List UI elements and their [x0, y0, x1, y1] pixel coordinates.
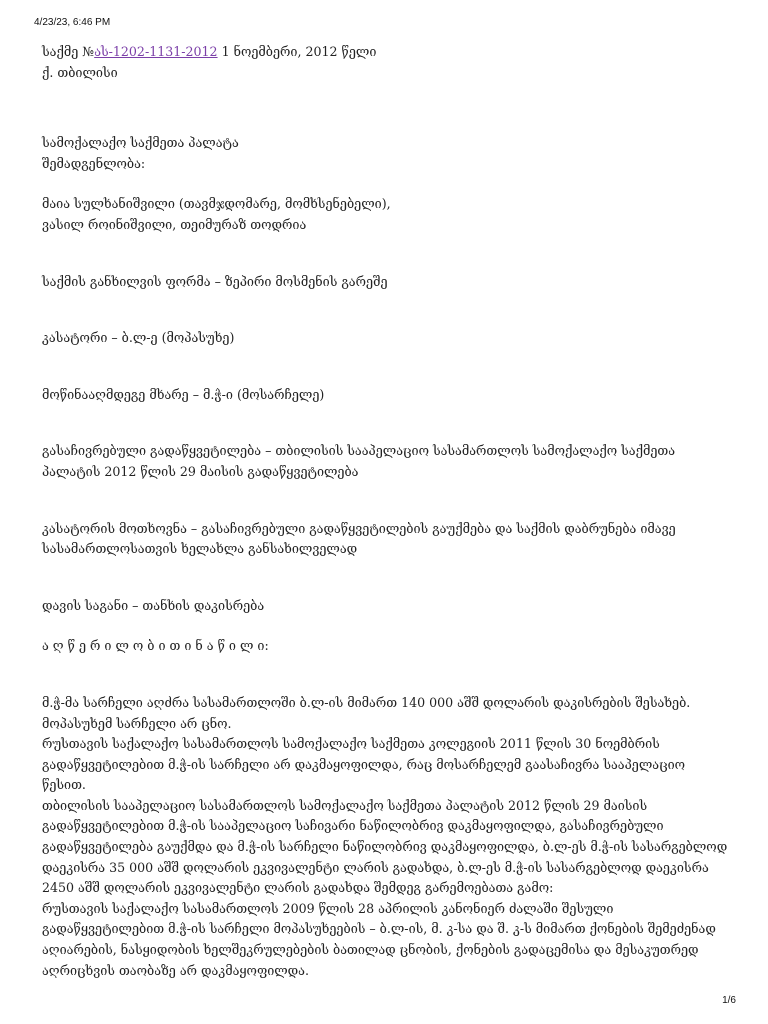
- dispute-subject: დავის საგანი – თანხის დაკისრება: [42, 597, 265, 613]
- opposing-party: მოწინააღმდეგე მხარე – მ.ჭ-ი (მოსარჩელე): [42, 386, 325, 402]
- review-form: საქმის განხილვის ფორმა – ზეპირი მოსმენის გარეშე: [42, 273, 388, 289]
- document-body: [42, 42, 732, 981]
- appealed-decision: გასაჩივრებული გადაწყვეტილება – თბილისის სააპელაციო სასამართლოს სამოქალაქო საქმეთა პალატის 2012 წლის 29 მაისის გადაწყვეტილება: [42, 443, 676, 479]
- judges-line-1: მაია სულხანიშვილი (თავმჯდომარე, მომხსენებელი),: [42, 196, 391, 212]
- judges-line-2: ვასილ როინიშვილი, თეიმურაზ თოდრია: [42, 216, 307, 232]
- case-prefix: საქმე №: [42, 44, 95, 59]
- print-timestamp: 4/23/23, 6:46 PM: [34, 17, 111, 28]
- case-number-link[interactable]: ას-1202-1131-2012: [94, 44, 218, 59]
- cassator: კასატორი – ბ.ლ-ე (მოპასუხე): [42, 330, 235, 346]
- body-paragraph: რუსთავის საქალაქო სასამართლოს 2009 წლის 28 აპრილის კანონიერ ძალაში შესული გადაწყვეტილებით მ.ჭ-ის სარჩელი მოპასუხეების – ბ.ლ-ის, მ. კ-სა და შ. კ-ს მიმართ ქონების შემეძენად აღიარების, ნასყიდობის ხელშეკრულებების ბათილად ცნობის, ქონების გადაცემისა და მესაკუთრედ აღრიცხვის თაობაზე არ დაკმაყოფილდა.: [42, 900, 716, 978]
- body-paragraph: თბილისის სააპელაციო სასამართლოს სამოქალაქო საქმეთა პალატის 2012 წლის 29 მაისის გადაწყვეტილებით მ.ჭ-ის სააპელაციო საჩივარი ნაწილობრივ დაკმაყოფილდა, გასაჩივრებული გადაწყვეტილება გაუქმდა და მ.ჭ-ის სარჩელი ნაწილობრივ დაკმაყოფილდა, ბ.ლ-ეს მ.ჭ-ის სასარგებლოდ დაეკისრა 35 000 აშშ დოლარის ეკვივალენტი ლარის გადახდა, ბ.ლ-ეს მ.ჭ-ის სასარგებლოდ დაეკისრა 2450 აშშ დოლარის ეკვივალენტი ლარის გადახდა შემდეგ გარემოებათა გამო:: [42, 797, 728, 896]
- city: ქ. თბილისი: [42, 64, 118, 80]
- case-line: [42, 42, 732, 63]
- body-paragraph: მ.ჭ-მა სარჩელი აღძრა სასამართლოში ბ.ლ-ის მიმართ 140 000 აშშ დოლარის დაკისრების შესახებ. მოპასუხემ სარჩელი არ ცნო.: [42, 694, 691, 731]
- body-paragraph: რუსთავის საქალაქო სასამართლოს სამოქალაქო საქმეთა კოლეგიის 2011 წლის 30 ნოემბრის გადაწყვეტილებით მ.ჭ-ის სარჩელი არ დაკმაყოფილდა, რაც მოსარჩელემ გაასაჩივრა სააპელაციო წესით.: [42, 736, 686, 793]
- composition-label: შემადგენლობა:: [42, 155, 146, 171]
- cassator-request: კასატორის მოთხოვნა – გასაჩივრებული გადაწყვეტილების გაუქმება და საქმის დაბრუნება იმავე სასამართლოსათვის ხელახლა განსახილველად: [42, 520, 676, 557]
- page-number: 1/6: [722, 995, 736, 1006]
- descriptive-part-heading: ა ღ წ ე რ ი ლ ო ბ ი თ ი ნ ა წ ი ლ ი:: [42, 638, 269, 654]
- chamber-name: სამოქალაქო საქმეთა პალატა: [42, 135, 239, 151]
- case-date: 1 ნოემბერი, 2012 წელი: [217, 44, 377, 59]
